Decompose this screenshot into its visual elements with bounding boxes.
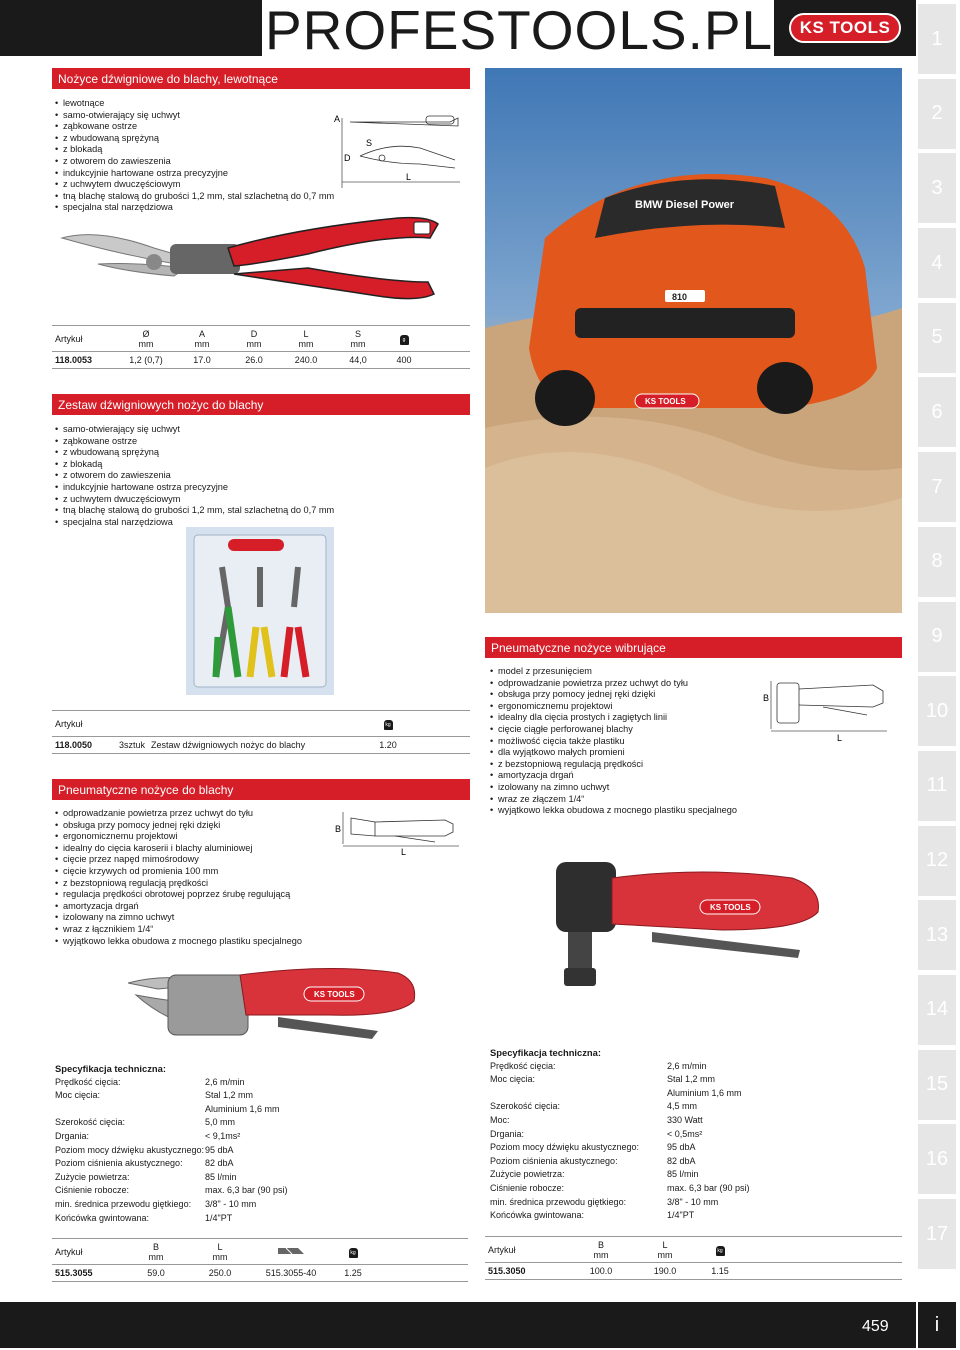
feature-item: • samo-otwierający się uchwyt bbox=[55, 424, 334, 436]
feature-item: • tną blachę stalową do grubości 1,2 mm, stal szlachetną do 0,7 mm bbox=[55, 505, 334, 517]
feature-item: • z otworem do zawieszenia bbox=[55, 470, 334, 482]
feature-item: • z uchwytem dwuczęściowym bbox=[55, 179, 334, 191]
product-image-nibbler bbox=[552, 858, 827, 990]
weight-icon: kg bbox=[697, 1237, 743, 1263]
dimension-diagram-lever-snips bbox=[330, 106, 470, 190]
feature-item: • z wbudowaną sprężyną bbox=[55, 133, 334, 145]
feature-item: • idealny dla cięcia prostych i zagiętych linii bbox=[490, 712, 737, 724]
chapter-tab-6[interactable]: 6 bbox=[918, 377, 956, 447]
dim-label-l: L bbox=[406, 172, 412, 182]
rally-car-photo bbox=[485, 68, 902, 613]
chapter-tab-16[interactable]: 16 bbox=[918, 1124, 956, 1194]
spec-value: 1/4"PT bbox=[205, 1212, 233, 1223]
spec-label: min. średnica przewodu giętkiego: bbox=[55, 1198, 192, 1209]
spec-title: Specyfikacja techniczna: bbox=[490, 1047, 601, 1058]
feature-item: • obsługa przy pomocy jednej ręki dzięki bbox=[490, 689, 737, 701]
spec-label: Końcówka gwintowana: bbox=[55, 1212, 150, 1223]
feature-item: • specjalna stal narzędziowa bbox=[55, 202, 334, 214]
chapter-tab-2[interactable]: 2 bbox=[918, 79, 956, 149]
feature-item: • z uchwytem dwuczęściowym bbox=[55, 494, 334, 506]
feature-item: • z bezstopniową regulacją prędkości bbox=[55, 878, 302, 890]
page-number: 459 bbox=[862, 1318, 889, 1335]
col-header-diameter: Ø mm bbox=[116, 326, 176, 352]
feature-item: • cięcie ciągłe perforowanej blachy bbox=[490, 724, 737, 736]
spec-value: 85 l/min bbox=[667, 1169, 699, 1180]
spec-row bbox=[490, 1060, 790, 1074]
spec-value: Aluminium 1,6 mm bbox=[205, 1103, 280, 1114]
weight-icon: g bbox=[384, 326, 424, 352]
spec-value: 82 dbA bbox=[205, 1158, 234, 1169]
feature-list-snips-set bbox=[55, 424, 334, 528]
cell-b: 100.0 bbox=[569, 1263, 633, 1280]
spec-label: Poziom mocy dźwięku akustycznego: bbox=[55, 1144, 205, 1155]
spec-row bbox=[55, 1157, 385, 1171]
spec-label: Zużycie powietrza: bbox=[490, 1169, 565, 1180]
spec-value: 95 dbA bbox=[667, 1142, 696, 1153]
spec-value: 95 dbA bbox=[205, 1144, 234, 1155]
chapter-tab-1[interactable]: 1 bbox=[918, 4, 956, 74]
spec-label: Prędkość cięcia: bbox=[55, 1076, 121, 1087]
feature-item: • indukcyjnie hartowane ostrza precyzyjne bbox=[55, 482, 334, 494]
spec-row bbox=[490, 1100, 790, 1114]
spec-label: Drgania: bbox=[490, 1128, 525, 1139]
feature-item: • obsługa przy pomocy jednej ręki dzięki bbox=[55, 820, 302, 832]
photo-hood-logo: KS TOOLS bbox=[645, 397, 686, 406]
feature-list-pneumatic-shears bbox=[55, 808, 302, 947]
feature-item: • ząbkowane ostrze bbox=[55, 121, 334, 133]
product-image-pneumatic-shears bbox=[128, 955, 428, 1047]
section-title-pneumatic-shears: Pneumatyczne nożyce do blachy bbox=[52, 779, 470, 800]
feature-item: • z otworem do zawieszenia bbox=[55, 156, 334, 168]
cell-article-number: 118.0050 bbox=[52, 737, 116, 754]
spec-label: Moc cięcia: bbox=[490, 1074, 536, 1085]
chapter-tab-4[interactable]: 4 bbox=[918, 228, 956, 298]
spec-row bbox=[55, 1198, 385, 1212]
dim-label-b: B bbox=[763, 693, 770, 703]
spec-value: 2,6 m/min bbox=[205, 1076, 245, 1087]
spec-label: Końcówka gwintowana: bbox=[490, 1210, 585, 1221]
spec-value: 2,6 m/min bbox=[667, 1060, 707, 1071]
spec-row bbox=[55, 1212, 385, 1226]
cell-spare-blade: 515.3055-40 bbox=[252, 1265, 330, 1282]
chapter-tab-11[interactable]: 11 bbox=[918, 751, 956, 821]
photo-plate: 810 bbox=[672, 292, 688, 302]
cell-weight: 400 bbox=[384, 352, 424, 369]
spec-label: Poziom ciśnienia akustycznego: bbox=[490, 1155, 618, 1166]
col-header-article: Artykuł bbox=[52, 326, 116, 352]
feature-item: • z blokadą bbox=[55, 144, 334, 156]
chapter-tab-13[interactable]: 13 bbox=[918, 900, 956, 970]
section-title-lever-snips: Nożyce dźwigniowe do blachy, lewotnące bbox=[52, 68, 470, 89]
spec-label: Ciśnienie robocze: bbox=[490, 1182, 565, 1193]
feature-item: • wyjątkowo lekka obudowa z mocnego plastiku specjalnego bbox=[55, 936, 302, 948]
col-header-b: B mm bbox=[569, 1237, 633, 1263]
spec-value: 1/4"PT bbox=[667, 1210, 695, 1221]
feature-item: • idealny do cięcia karoserii i blachy aluminiowej bbox=[55, 843, 302, 855]
footer-bar bbox=[0, 1302, 916, 1348]
spec-row bbox=[55, 1184, 385, 1198]
article-table-lever-snips bbox=[52, 325, 470, 369]
feature-item: • izolowany na zimno uchwyt bbox=[55, 912, 302, 924]
feature-item: • z bezstopniową regulacją prędkości bbox=[490, 759, 737, 771]
feature-item: • ergonomicznemu projektowi bbox=[55, 831, 302, 843]
col-header-l: L mm bbox=[280, 326, 332, 352]
product-logo: KS TOOLS bbox=[710, 903, 751, 912]
col-header-article: Artykuł bbox=[485, 1237, 569, 1263]
spec-value: 3/8" - 10 mm bbox=[667, 1196, 719, 1207]
feature-item: • specjalna stal narzędziowa bbox=[55, 517, 334, 529]
spec-row bbox=[490, 1141, 790, 1155]
cell-weight: 1.20 bbox=[368, 737, 408, 754]
cell-b: 59.0 bbox=[124, 1265, 188, 1282]
spec-row bbox=[490, 1128, 790, 1142]
spec-title: Specyfikacja techniczna: bbox=[55, 1063, 166, 1074]
brand-logo-text: KS TOOLS bbox=[799, 18, 891, 37]
dim-label-l: L bbox=[401, 847, 407, 856]
spec-row bbox=[490, 1196, 790, 1210]
spec-row bbox=[490, 1114, 790, 1128]
spec-value: 330 Watt bbox=[667, 1114, 703, 1125]
cell-d: 26.0 bbox=[228, 352, 280, 369]
feature-item: • cięcie przez napęd mimośrodowy bbox=[55, 854, 302, 866]
feature-list-lever-snips bbox=[55, 98, 334, 214]
spec-label: Prędkość cięcia: bbox=[490, 1060, 556, 1071]
spec-label: Moc: bbox=[490, 1114, 510, 1125]
cell-s: 44,0 bbox=[332, 352, 384, 369]
feature-item: • samo-otwierający się uchwyt bbox=[55, 110, 334, 122]
feature-item: • izolowany na zimno uchwyt bbox=[490, 782, 737, 794]
spec-label: min. średnica przewodu giętkiego: bbox=[490, 1196, 627, 1207]
feature-item: • dla wyjątkowo małych promieni bbox=[490, 747, 737, 759]
dim-label-d: D bbox=[344, 153, 351, 163]
feature-item: • tną blachę stalową do grubości 1,2 mm, stal szlachetną do 0,7 mm bbox=[55, 191, 334, 203]
article-table-pneumatic-shears bbox=[52, 1238, 468, 1282]
col-header-a: A mm bbox=[176, 326, 228, 352]
spec-label: Drgania: bbox=[55, 1130, 90, 1141]
chapter-tab-9[interactable]: 9 bbox=[918, 602, 956, 672]
cell-l: 240.0 bbox=[280, 352, 332, 369]
blade-icon bbox=[252, 1239, 330, 1265]
feature-item: • lewotnące bbox=[55, 98, 334, 110]
feature-item: • możliwość cięcia także plastiku bbox=[490, 736, 737, 748]
product-image-snips-set bbox=[186, 527, 334, 695]
spec-row bbox=[490, 1073, 790, 1087]
cell-description: Zestaw dźwigniowych nożyc do blachy bbox=[148, 737, 368, 754]
spec-row bbox=[55, 1171, 385, 1185]
chapter-tab-10[interactable]: 10 bbox=[918, 676, 956, 746]
chapter-tab-8[interactable]: 8 bbox=[918, 527, 956, 597]
spec-value: 4,5 mm bbox=[667, 1101, 698, 1112]
chapter-tab-3[interactable]: 3 bbox=[918, 153, 956, 223]
weight-icon: kg bbox=[368, 711, 408, 737]
feature-item: • odprowadzanie powietrza przez uchwyt do tyłu bbox=[55, 808, 302, 820]
spec-row bbox=[490, 1168, 790, 1182]
feature-item: • indukcyjnie hartowane ostrza precyzyjne bbox=[55, 168, 334, 180]
chapter-tab-5[interactable]: 5 bbox=[918, 303, 956, 373]
chapter-tab-12[interactable]: 12 bbox=[918, 826, 956, 896]
spec-label: Zużycie powietrza: bbox=[55, 1171, 130, 1182]
chapter-tab-index[interactable]: i bbox=[918, 1302, 956, 1348]
feature-item: • wyjątkowo lekka obudowa z mocnego plastiku specjalnego bbox=[490, 805, 737, 817]
spec-row bbox=[55, 1089, 385, 1103]
spec-row bbox=[55, 1144, 385, 1158]
col-header-article: Artykuł bbox=[52, 1239, 124, 1265]
feature-item: • z wbudowaną sprężyną bbox=[55, 447, 334, 459]
feature-item: • model z przesunięciem bbox=[490, 666, 737, 678]
spec-block-pneumatic-shears bbox=[55, 1062, 385, 1225]
article-table-nibbler bbox=[485, 1236, 902, 1280]
spec-row bbox=[55, 1076, 385, 1090]
chapter-tab-17[interactable]: 17 bbox=[918, 1199, 956, 1269]
feature-item: • ząbkowane ostrze bbox=[55, 436, 334, 448]
header-dark-block-left bbox=[0, 0, 262, 56]
article-table-snips-set bbox=[52, 710, 470, 754]
spec-row bbox=[490, 1155, 790, 1169]
dim-label-l: L bbox=[837, 733, 843, 743]
cell-diameter: 1,2 (0,7) bbox=[116, 352, 176, 369]
feature-item: • z blokadą bbox=[55, 459, 334, 471]
spec-row bbox=[55, 1116, 385, 1130]
spec-value: Stal 1,2 mm bbox=[205, 1090, 254, 1101]
spec-value: < 9,1ms² bbox=[205, 1130, 241, 1141]
section-title-nibbler: Pneumatyczne nożyce wibrujące bbox=[485, 637, 902, 658]
brand-logo bbox=[789, 13, 901, 43]
spec-label: Poziom ciśnienia akustycznego: bbox=[55, 1158, 183, 1169]
cell-article-number: 515.3055 bbox=[52, 1265, 124, 1282]
cell-article-number: 118.0053 bbox=[52, 352, 116, 369]
col-header-l: L mm bbox=[188, 1239, 252, 1265]
chapter-tab-15[interactable]: 15 bbox=[918, 1050, 956, 1120]
dimension-diagram-pneumatic-shears bbox=[335, 808, 463, 856]
spec-label: Poziom mocy dźwięku akustycznego: bbox=[490, 1142, 640, 1153]
feature-item: • wraz ze złączem 1/4“ bbox=[490, 794, 737, 806]
spec-row bbox=[490, 1209, 790, 1223]
spec-label: Moc cięcia: bbox=[55, 1090, 101, 1101]
dim-label-s: S bbox=[366, 138, 373, 148]
dimension-diagram-nibbler bbox=[763, 675, 891, 745]
product-logo: KS TOOLS bbox=[314, 990, 355, 999]
chapter-tab-7[interactable]: 7 bbox=[918, 452, 956, 522]
spec-value: < 0,5ms² bbox=[667, 1128, 703, 1139]
col-header-article: Artykuł bbox=[52, 711, 116, 737]
feature-item: • regulacja prędkości obrotowej poprzez śrubę regulującą bbox=[55, 889, 302, 901]
chapter-tab-14[interactable]: 14 bbox=[918, 975, 956, 1045]
cell-weight: 1.25 bbox=[330, 1265, 376, 1282]
feature-list-nibbler bbox=[490, 666, 737, 817]
spec-label: Szerokość cięcia: bbox=[490, 1101, 561, 1112]
cell-a: 17.0 bbox=[176, 352, 228, 369]
col-header-s: S mm bbox=[332, 326, 384, 352]
spec-value: 82 dbA bbox=[667, 1155, 696, 1166]
spec-value: max. 6,3 bar (90 psi) bbox=[667, 1182, 750, 1193]
spec-row bbox=[490, 1087, 790, 1101]
spec-value: Stal 1,2 mm bbox=[667, 1074, 716, 1085]
spec-label: Ciśnienie robocze: bbox=[55, 1185, 130, 1196]
cell-quantity: 3sztuk bbox=[116, 737, 148, 754]
section-title-snips-set: Zestaw dźwigniowych nożyc do blachy bbox=[52, 394, 470, 415]
product-image-lever-snips bbox=[58, 198, 448, 310]
chapter-tabs bbox=[918, 4, 956, 1274]
col-header-d: D mm bbox=[228, 326, 280, 352]
col-header-l: L mm bbox=[633, 1237, 697, 1263]
spec-row bbox=[490, 1182, 790, 1196]
spec-value: Aluminium 1,6 mm bbox=[667, 1087, 742, 1098]
dim-label-b: B bbox=[335, 824, 342, 834]
spec-value: 3/8" - 10 mm bbox=[205, 1198, 257, 1209]
col-header-b: B mm bbox=[124, 1239, 188, 1265]
spec-value: max. 6,3 bar (90 psi) bbox=[205, 1185, 288, 1196]
feature-item: • amortyzacja drgań bbox=[55, 901, 302, 913]
feature-item: • ergonomicznemu projektowi bbox=[490, 701, 737, 713]
feature-item: • wraz z łącznikiem 1/4“ bbox=[55, 924, 302, 936]
cell-article-number: 515.3050 bbox=[485, 1263, 569, 1280]
spec-block-nibbler bbox=[490, 1046, 790, 1223]
photo-windshield-banner: BMW Diesel Power bbox=[635, 199, 735, 211]
spec-value: 5,0 mm bbox=[205, 1117, 236, 1128]
spec-value: 85 l/min bbox=[205, 1171, 237, 1182]
dim-label-a: A bbox=[334, 114, 341, 124]
feature-item: • cięcie krzywych od promienia 100 mm bbox=[55, 866, 302, 878]
feature-item: • amortyzacja drgań bbox=[490, 770, 737, 782]
cell-l: 190.0 bbox=[633, 1263, 697, 1280]
spec-row bbox=[55, 1103, 385, 1117]
weight-icon: kg bbox=[330, 1239, 376, 1265]
cell-weight: 1.15 bbox=[697, 1263, 743, 1280]
site-title: PROFESTOOLS.PL bbox=[265, 0, 774, 61]
feature-item: • odprowadzanie powietrza przez uchwyt do tyłu bbox=[490, 678, 737, 690]
spec-row bbox=[55, 1130, 385, 1144]
cell-l: 250.0 bbox=[188, 1265, 252, 1282]
spec-label: Szerokość cięcia: bbox=[55, 1117, 126, 1128]
